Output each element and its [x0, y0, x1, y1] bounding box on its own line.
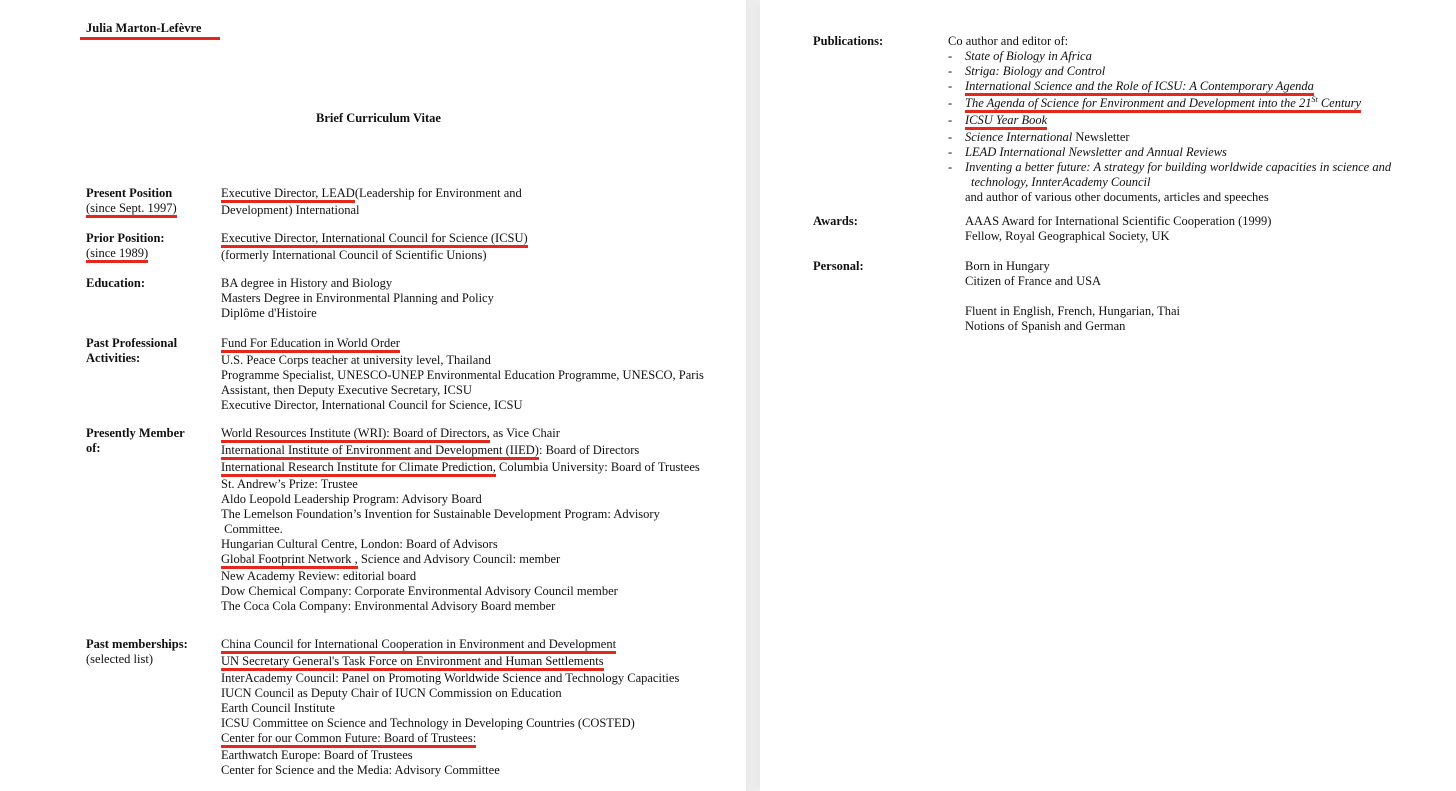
present-position-label: Present Position (since Sept. 1997)	[86, 186, 177, 218]
name-underline	[80, 37, 220, 40]
prior-position-label: Prior Position: (since 1989)	[86, 231, 165, 263]
page-gutter	[746, 0, 760, 791]
list-item: - Striga: Biology and Control	[948, 64, 1106, 78]
past-memberships-label: Past memberships: (selected list)	[86, 637, 188, 666]
publications-text: Co author and editor of: - State of Biology in Africa - Striga: Biology and Control - International Science and the Role of ICSU: A Contemporary Agenda - The Agenda of Science for Environment and Development into the 21St Century - ICSU Year Book - Science International Newsletter - LEAD International Newsletter and Annual Reviews - Inventing a better future: A strategy for building worldwide capacities in science and technology, InnterAcademy Council and author of various other documents, articles and speeches	[948, 34, 1392, 204]
past-professional-text: Fund For Education in World Order U.S. Peace Corps teacher at university level, Thailand Programme Specialist, UNESCO-UNEP Environmental Education Programme, UNESCO, Paris Assistant, then Deputy Executive Secretary, ICSU Executive Director, International Council for Science, ICSU	[221, 336, 704, 412]
presently-member-text: World Resources Institute (WRI): Board of Directors, as Vice Chair International Institute of Environment and Development (IIED): Board of Directors International Research Institute for Climate Prediction, Columbia University: Board of Trustees St. Andrew’s Prize: Trustee Aldo Leopold Leadership Program: Advisory Board The Lemelson Foundation’s Invention for Sustainable Development Program: Advisory Committee. Hungarian Cultural Centre, London: Board of Advisors Global Footprint Network , Science and Advisory Council: member New Academy Review: editorial board Dow Chemical Company: Corporate Environmental Advisory Council member The Coca Cola Company: Environmental Advisory Board member	[221, 426, 700, 613]
list-item: - The Agenda of Science for Environment and Development into the 21St Century	[948, 96, 1391, 113]
awards-label: Awards:	[813, 214, 858, 228]
presently-member-label: Presently Member of:	[86, 426, 185, 455]
education-label: Education:	[86, 276, 146, 290]
past-memberships-text: China Council for International Cooperation in Environment and Development UN Secretary General's Task Force on Environment and Human Settlements InterAcademy Council: Panel on Promoting Worldwide Science and Technology Capacities IUCN Council as Deputy Chair of IUCN Commission on Education Earth Council Institute ICSU Committee on Science and Technology in Developing Countries (COSTED) Center for our Common Future: Board of Trustees: Earthwatch Europe: Board of Trustees Center for Science and the Media: Advisory Committee	[221, 637, 680, 777]
prior-position-text: Executive Director, International Council for Science (ICSU) (formerly International Council of Scientific Unions)	[221, 231, 528, 262]
personal-label: Personal:	[813, 259, 864, 273]
list-item: - LEAD International Newsletter and Annual Reviews	[948, 145, 1227, 159]
publications-label: Publications:	[813, 34, 884, 48]
list-item: - Inventing a better future: A strategy for building worldwide capacities in science and technology, InnterAcademy Council	[948, 160, 1392, 189]
list-item: - Science International Newsletter	[948, 130, 1130, 144]
list-item: - ICSU Year Book	[948, 113, 1391, 130]
list-item: - International Science and the Role of ICSU: A Contemporary Agenda	[948, 79, 1391, 96]
awards-text: AAAS Award for International Scientific Cooperation (1999) Fellow, Royal Geographical Society, UK	[965, 214, 1272, 243]
cv-title: Brief Curriculum Vitae	[316, 111, 441, 125]
publications-list	[948, 49, 1391, 205]
present-position-text: Executive Director, LEAD(Leadership for Environment and Development) International	[221, 186, 522, 217]
list-item: - State of Biology in Africa	[948, 49, 1092, 63]
past-professional-label: Past Professional Activities:	[86, 336, 178, 365]
page-right	[760, 0, 1456, 791]
cv-name: Julia Marton-Lefèvre	[86, 21, 202, 35]
education-text: BA degree in History and Biology Masters Degree in Environmental Planning and Policy Diplôme d'Histoire	[221, 276, 494, 320]
personal-text: Born in Hungary Citizen of France and USA Fluent in English, French, Hungarian, Thai Notions of Spanish and German	[965, 259, 1181, 333]
list-item: and author of various other documents, articles and speeches	[965, 190, 1269, 204]
